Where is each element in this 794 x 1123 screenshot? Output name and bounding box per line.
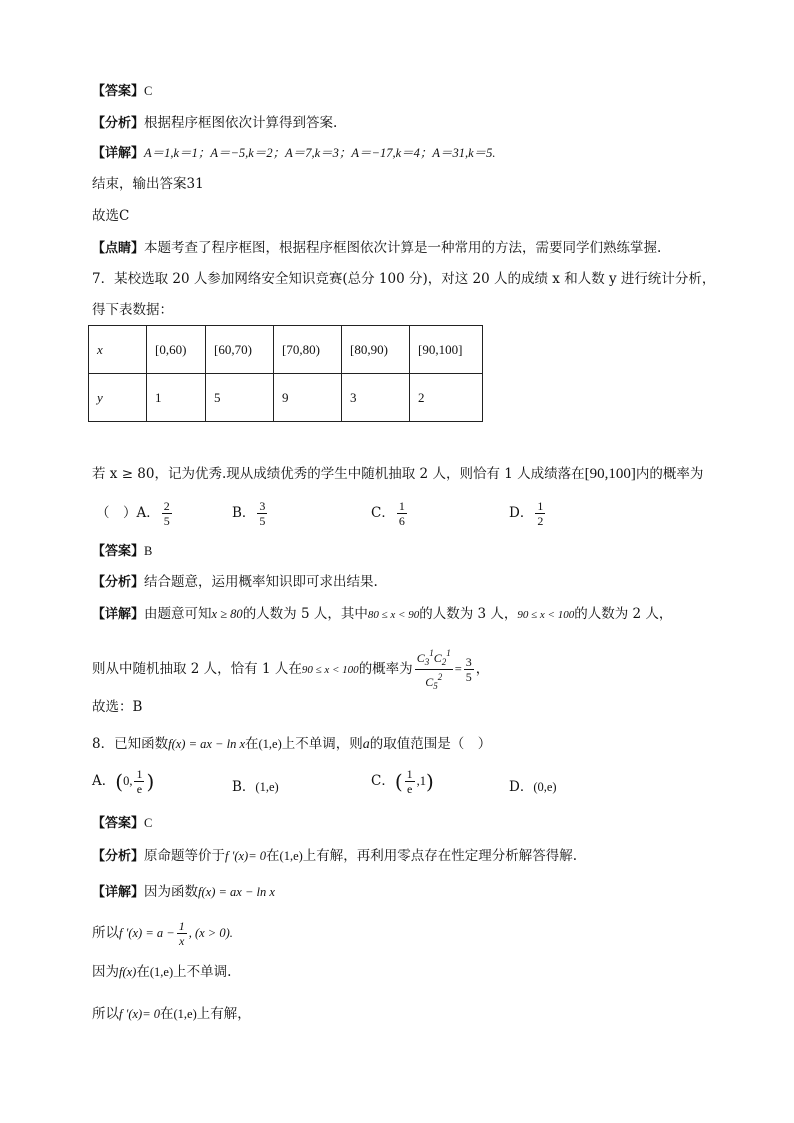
q8-solution-line bbox=[92, 1004, 251, 1024]
option-a-fraction bbox=[162, 499, 172, 528]
q8-option-b bbox=[232, 775, 279, 795]
q7-option-d bbox=[509, 499, 547, 528]
q7-detail-line bbox=[92, 604, 672, 625]
score-table bbox=[88, 325, 483, 422]
option-c-label: C． bbox=[371, 505, 395, 521]
fraction-numerator: 2 bbox=[163, 499, 170, 513]
detail-text: A＝1,k＝1；A＝−5,k＝2；A＝7,k＝3；A＝−17,k＝4；A＝31,k＝5. bbox=[144, 146, 496, 160]
q7-answer-line bbox=[92, 541, 152, 562]
option-c-fraction bbox=[405, 767, 415, 796]
q7-question-text-a: 若 x ≥ 80，记为优秀.现从成绩优秀的学生中随机抽取 2 人，则恰有 1 人成绩落在 bbox=[92, 466, 585, 482]
q7-stem-line1: 7．某校选取 20 人参加网络安全知识竞赛(总分 100 分)，对这 20 人的成绩 x 和人数 y 进行统计分析， bbox=[92, 271, 716, 287]
q7-option-a bbox=[96, 499, 174, 528]
q8-stem-line bbox=[92, 734, 491, 755]
option-d-label: D． bbox=[509, 505, 534, 521]
detail-text-a: 因为函数 bbox=[144, 884, 199, 900]
table-cell: [0,60) bbox=[147, 326, 206, 374]
comment-text: 本题考查了程序框图，根据程序框图依次计算是一种常用的方法，需要同学们熟练掌握. bbox=[144, 240, 662, 256]
q8-monotonic-line bbox=[92, 962, 231, 982]
table-cell: 3 bbox=[342, 374, 410, 422]
solution-text-a: 所以 bbox=[92, 1006, 119, 1022]
q6-end-line: 结束，输出答案31 bbox=[92, 176, 204, 192]
equals-sign: = bbox=[454, 662, 462, 676]
option-c-tail: ,1 bbox=[416, 774, 427, 788]
answer-tag: 【答案】 bbox=[92, 816, 145, 831]
option-c-label: C． bbox=[371, 773, 395, 789]
analysis-text-c: 上有解，再利用零点存在性定理分析解答得解. bbox=[302, 848, 578, 864]
analysis-tag: 【分析】 bbox=[92, 849, 145, 864]
table-cell-label: x bbox=[89, 326, 147, 374]
analysis-interval: (1,e) bbox=[279, 849, 303, 863]
detail-tag: 【详解】 bbox=[92, 607, 145, 622]
q7-interval: [90,100] bbox=[584, 466, 636, 482]
table-cell: [80,90) bbox=[342, 326, 410, 374]
option-a-label: （ ）A． bbox=[96, 505, 160, 521]
comment-tag: 【点睛】 bbox=[92, 241, 145, 256]
q7-stem-line2: 得下表数据： bbox=[92, 302, 173, 318]
q6-answer-line bbox=[92, 81, 152, 102]
q8-derivative-line bbox=[92, 918, 233, 948]
q6-comment-line bbox=[92, 238, 661, 259]
left-paren: ( bbox=[115, 769, 124, 794]
option-d-fraction bbox=[535, 499, 545, 528]
analysis-text: 结合题意，运用概率知识即可求出结果. bbox=[144, 574, 378, 590]
q7-choose-line: 故选：B bbox=[92, 699, 143, 715]
detail-condition-1: x ≥ 80 bbox=[211, 607, 243, 621]
fraction-denominator: 5 bbox=[465, 670, 472, 684]
fraction-numerator: 1 bbox=[537, 499, 544, 513]
probability-condition: 90 ≤ x < 100 bbox=[301, 664, 359, 676]
monotonic-text-a: 因为 bbox=[92, 964, 119, 980]
fraction-numerator: 1 bbox=[178, 919, 185, 933]
q8-option-c bbox=[371, 767, 434, 796]
option-b-value: (1,e) bbox=[255, 780, 279, 794]
table-cell-label: y bbox=[89, 374, 147, 422]
analysis-text: 根据程序框图依次计算得到答案. bbox=[144, 115, 338, 131]
option-a-lead: 0, bbox=[123, 774, 133, 788]
solution-derivative: f ′(x)= 0 bbox=[119, 1007, 161, 1021]
option-d-label: D． bbox=[509, 779, 534, 795]
detail-text-a: 由题意可知 bbox=[144, 606, 212, 622]
option-c-fraction bbox=[397, 499, 407, 528]
derivative-fraction bbox=[177, 919, 187, 948]
analysis-tag: 【分析】 bbox=[92, 575, 145, 590]
table-cell: [60,70) bbox=[206, 326, 274, 374]
derivative-expression: f ′(x) = a − bbox=[119, 926, 175, 940]
detail-text-b: 的人数为 5 人，其中 bbox=[242, 606, 368, 622]
table-cell: 2 bbox=[410, 374, 483, 422]
monotonic-interval: (1,e) bbox=[149, 965, 174, 979]
solution-text-b: 在 bbox=[160, 1006, 174, 1022]
result-fraction bbox=[464, 655, 474, 684]
answer-value: C bbox=[144, 84, 153, 98]
solution-text-c: 上有解， bbox=[196, 1006, 251, 1022]
fraction-denominator: x bbox=[179, 934, 185, 948]
table-cell: 5 bbox=[206, 374, 274, 422]
table-row-y bbox=[89, 374, 483, 422]
derivative-text-a: 所以 bbox=[92, 925, 119, 941]
detail-condition-2: 80 ≤ x < 90 bbox=[367, 609, 420, 621]
q7-option-b bbox=[232, 499, 269, 528]
q8-stem-c: 上不单调，则 bbox=[281, 736, 363, 752]
option-b-label: B． bbox=[232, 505, 256, 521]
fraction-denominator: e bbox=[136, 782, 143, 796]
right-paren: ) bbox=[426, 769, 434, 794]
q7-question-line bbox=[92, 464, 703, 484]
fraction-denominator: 5 bbox=[163, 514, 170, 528]
monotonic-text-c: 上不单调. bbox=[173, 964, 232, 980]
combination-numerator: $C_3^1C_2^1$ bbox=[415, 646, 453, 670]
right-paren: ) bbox=[146, 769, 155, 794]
analysis-text-b: 在 bbox=[266, 848, 280, 864]
fraction-numerator: 1 bbox=[406, 767, 413, 781]
fraction-denominator: 6 bbox=[398, 514, 405, 528]
option-b-label: B． bbox=[232, 779, 256, 795]
solution-interval: (1,e) bbox=[173, 1007, 197, 1021]
q6-analysis-line bbox=[92, 113, 337, 134]
combination-fraction bbox=[415, 646, 453, 693]
probability-text-b: 的概率为 bbox=[358, 661, 413, 677]
option-a-label: A． bbox=[92, 773, 116, 789]
fraction-numerator: 1 bbox=[398, 499, 405, 513]
q8-interval: (1,e) bbox=[258, 737, 282, 751]
fraction-numerator: 3 bbox=[259, 499, 266, 513]
q8-detail-line bbox=[92, 882, 275, 903]
q8-stem-b: 在 bbox=[245, 736, 259, 752]
combination-denominator: $C_5^2$ bbox=[425, 672, 443, 691]
q6-detail-line bbox=[92, 143, 496, 164]
q8-stem-a: 8．已知函数 bbox=[92, 736, 169, 752]
detail-text-d: 的人数为 2 人， bbox=[574, 606, 673, 622]
q8-answer-line bbox=[92, 813, 152, 834]
table-cell: [70,80) bbox=[274, 326, 342, 374]
detail-function: f(x) = ax − ln x bbox=[198, 885, 275, 899]
q8-stem-d: 的取值范围是（ ） bbox=[369, 736, 492, 752]
table-row-x bbox=[89, 326, 483, 374]
analysis-derivative: f ′(x)= 0 bbox=[225, 849, 267, 863]
analysis-tag: 【分析】 bbox=[92, 116, 145, 131]
monotonic-text-b: 在 bbox=[136, 964, 150, 980]
table-cell: 9 bbox=[274, 374, 342, 422]
q8-option-a bbox=[92, 767, 154, 796]
q7-probability-line bbox=[92, 646, 489, 693]
q7-question-text-b: 内的概率为 bbox=[635, 466, 704, 482]
detail-tag: 【详解】 bbox=[92, 885, 145, 900]
q8-function: f(x) = ax − ln x bbox=[168, 737, 246, 751]
fraction-denominator: e bbox=[406, 782, 413, 796]
option-d-value: (0,e) bbox=[533, 780, 557, 794]
analysis-text-a: 原命题等价于 bbox=[144, 848, 226, 864]
derivative-tail: , (x > 0). bbox=[188, 926, 233, 940]
fraction-numerator: 1 bbox=[136, 767, 143, 781]
table-cell: 1 bbox=[147, 374, 206, 422]
comma: ， bbox=[475, 661, 490, 677]
q8-analysis-line bbox=[92, 846, 577, 867]
probability-text-a: 则从中随机抽取 2 人，恰有 1 人在 bbox=[92, 661, 302, 677]
q7-option-c bbox=[371, 499, 409, 528]
monotonic-function: f(x) bbox=[119, 965, 137, 979]
answer-tag: 【答案】 bbox=[92, 544, 145, 559]
option-b-fraction bbox=[257, 499, 267, 528]
fraction-denominator: 5 bbox=[259, 514, 266, 528]
table-cell: [90,100] bbox=[410, 326, 483, 374]
fraction-denominator: 2 bbox=[537, 514, 544, 528]
answer-value: B bbox=[144, 544, 153, 558]
option-a-fraction bbox=[134, 767, 144, 796]
fraction-numerator: 3 bbox=[465, 655, 472, 669]
detail-tag: 【详解】 bbox=[92, 146, 145, 161]
answer-value: C bbox=[144, 816, 153, 830]
q6-choose-line: 故选C bbox=[92, 208, 130, 224]
detail-text-c: 的人数为 3 人， bbox=[419, 606, 518, 622]
q8-option-d bbox=[509, 775, 557, 795]
answer-tag: 【答案】 bbox=[92, 84, 145, 99]
q7-analysis-line bbox=[92, 572, 378, 593]
left-paren: ( bbox=[394, 769, 403, 794]
detail-condition-3: 90 ≤ x < 100 bbox=[517, 609, 575, 621]
q8-variable-a: a bbox=[362, 737, 370, 752]
